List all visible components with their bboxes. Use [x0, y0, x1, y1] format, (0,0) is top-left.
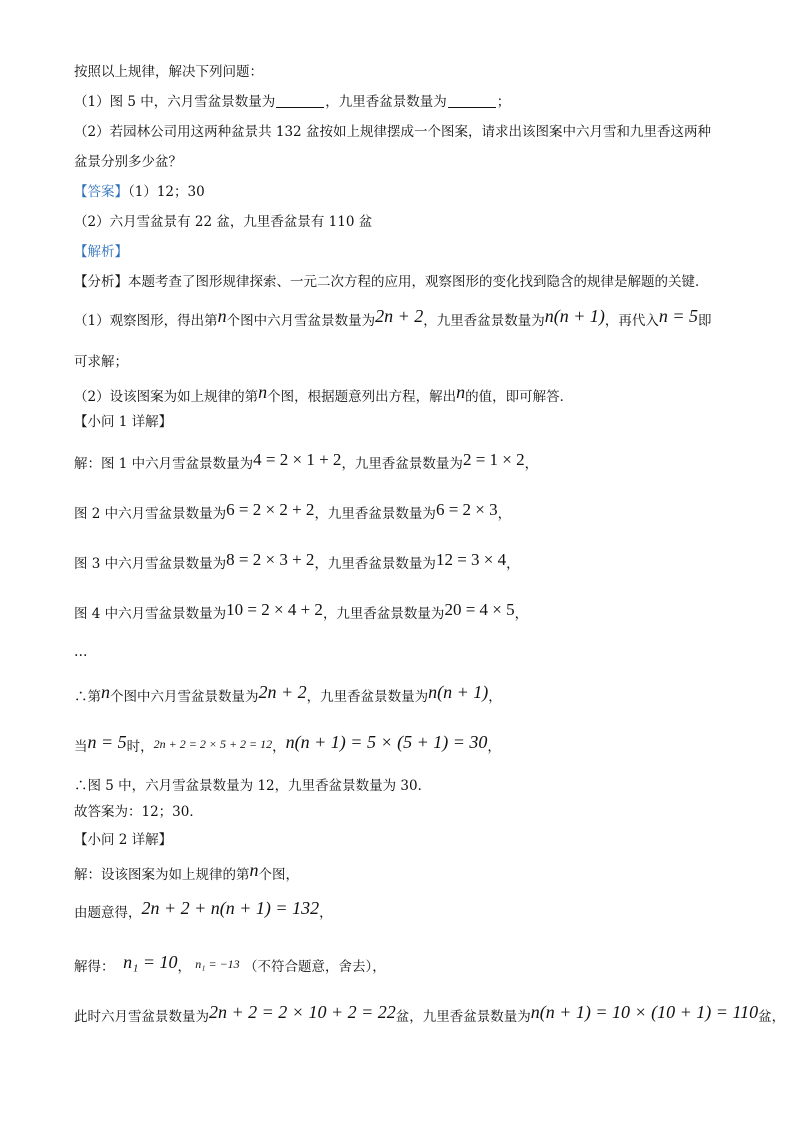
analysis-label	[74, 242, 752, 262]
row-text: ，九里香盆景数量为	[314, 506, 436, 522]
xiao2-label: 【小问 2 详解】	[74, 832, 173, 848]
therefore-text: 个图中六月雪盆景数量为	[110, 689, 259, 705]
xiao1-label: 【小问 1 详解】	[74, 414, 173, 430]
row-text: 图 4 中六月雪盆景数量为	[74, 606, 227, 622]
ellipsis: …	[74, 644, 88, 660]
obs2-text-2: 个图，根据题意列出方程，解出	[267, 389, 457, 405]
step2-text: （不符合题意，舍去），	[243, 959, 386, 975]
answer-blank-1	[276, 93, 324, 108]
when-text: 当	[74, 739, 88, 755]
step2-text: 个图，	[258, 867, 299, 883]
row-text: 图 3 中六月雪盆景数量为	[74, 556, 227, 572]
q1-text-c: ；	[496, 94, 511, 110]
math-expr: 20 = 4 × 5	[444, 600, 515, 619]
row-text: 图 2 中六月雪盆景数量为	[74, 506, 227, 522]
step2-line-3	[74, 952, 752, 977]
math-expr: 6 = 2 × 2 + 2	[226, 500, 315, 519]
q1-text-a: （1）图 5 中，六月雪盆景数量为	[74, 94, 276, 110]
derivation-row	[74, 550, 752, 574]
intro-text: 按照以上规律，解决下列问题：	[74, 64, 263, 80]
math-expr: 4 = 2 × 1 + 2	[253, 450, 342, 469]
math-n: n	[258, 382, 268, 402]
therefore-text: ∴第	[74, 689, 101, 705]
math-expr: n(n + 1)	[428, 682, 489, 702]
step2-line-2	[74, 898, 752, 923]
therefore-text: ，九里香盆景数量为	[306, 689, 429, 705]
conclusion-1: ∴图 5 中，六月雪盆景数量为 12，九里香盆景数量为 30．	[74, 778, 432, 794]
math-n: n	[456, 382, 466, 402]
answer-label: 【答案】	[74, 184, 128, 200]
obs1-text-5: 即	[698, 313, 712, 329]
math-expr: 10 = 2 × 4 + 2	[226, 600, 323, 619]
row-text: 解：图 1 中六月雪盆景数量为	[74, 456, 254, 472]
math-expr: 6 = 2 × 3	[435, 500, 498, 519]
row-text: ，九里香盆景数量为	[314, 556, 436, 572]
derivation-row	[74, 500, 752, 524]
math-expr: n(n + 1)	[544, 306, 605, 326]
answer-line-1	[74, 182, 752, 202]
row-text: ，	[514, 606, 529, 622]
math-expr: 2n + 2 + n(n + 1) = 132	[141, 898, 320, 918]
math-expr: n₁ = −13	[195, 957, 240, 971]
derivation-row	[74, 600, 752, 624]
when-line	[74, 732, 752, 757]
obs1-text-1: （1）观察图形，得出第	[74, 313, 218, 329]
question-2-line-2: 盆景分别多少盆？	[74, 154, 182, 170]
when-text: 时，	[126, 739, 154, 755]
math-expr: 2n + 2	[375, 306, 424, 326]
step2-text: 解得：	[74, 959, 115, 975]
obs1-text-4: ，再代入	[604, 313, 659, 329]
step2-text: 解：设该图案为如上规律的第	[74, 867, 250, 883]
therefore-line	[74, 682, 752, 707]
math-expr: n(n + 1) = 10 × (10 + 1) = 110	[530, 1002, 759, 1022]
question-2-line-1: （2）若园林公司用这两种盆景共 132 盆按如上规律摆成一个图案，请求出该图案中六月雪和九里香这两种	[74, 124, 711, 140]
answer-line-2: （2）六月雪盆景有 22 盆，九里香盆景有 110 盆	[74, 214, 373, 230]
math-expr: n = 5	[87, 732, 127, 752]
observation-1	[74, 306, 752, 331]
step2-text: 盆，	[758, 1009, 786, 1025]
answer-1: （1）12；30	[128, 184, 205, 200]
math-expr: 2 = 1 × 2	[462, 450, 525, 469]
answer-blank-2	[448, 93, 496, 108]
step2-text: ，	[319, 905, 333, 921]
math-expr: 2n + 2 = 2 × 5 + 2 = 12	[153, 737, 273, 751]
step2-line-1	[74, 860, 752, 885]
math-expr: 2n + 2	[258, 682, 307, 702]
step2-text: ，	[177, 959, 191, 975]
obs1-text-3: ，九里香盆景数量为	[423, 313, 545, 329]
math-n: n	[249, 860, 259, 880]
math-expr: n = 5	[658, 306, 699, 326]
observation-2	[74, 382, 752, 407]
row-text: ，	[506, 556, 520, 572]
when-text: ，	[487, 739, 501, 755]
row-text: ，	[497, 506, 512, 522]
obs2-text-1: （2）设该图案为如上规律的第	[74, 389, 259, 405]
row-text: ，九里香盆景数量为	[322, 606, 445, 622]
when-text: ，	[272, 739, 286, 755]
fenxi-text: 【分析】本题考查了图形规律探索、一元二次方程的应用，观察图形的变化找到隐含的规律是解题的关键．	[74, 274, 709, 290]
math-expr: 12 = 3 × 4	[435, 550, 507, 569]
question-1	[74, 92, 752, 112]
obs1-text-2: 个图中六月雪盆景数量为	[226, 313, 376, 329]
row-text: ，	[524, 456, 539, 472]
observation-1-cont: 可求解；	[74, 354, 128, 370]
answer-is: 故答案为：12；30．	[74, 804, 203, 820]
therefore-text: ，	[488, 689, 502, 705]
step2-text: 由题意得，	[74, 905, 142, 921]
row-text: ，九里香盆景数量为	[341, 456, 463, 472]
obs2-text-3: 的值，即可解答．	[465, 389, 574, 405]
derivation-row	[74, 450, 752, 474]
math-expr: 2n + 2 = 2 × 10 + 2 = 22	[209, 1002, 396, 1022]
step2-line-4	[74, 1002, 786, 1027]
q1-text-b: ，九里香盆景数量为	[325, 94, 447, 110]
step2-text: 此时六月雪盆景数量为	[74, 1009, 209, 1025]
analysis-tag: 【解析】	[74, 244, 128, 260]
step2-text: 盆，九里香盆景数量为	[395, 1009, 531, 1025]
math-expr: n₁ = 10	[123, 952, 178, 972]
math-n: n	[101, 682, 110, 702]
math-expr: 8 = 2 × 3 + 2	[226, 550, 315, 569]
math-expr: n(n + 1) = 5 × (5 + 1) = 30	[285, 732, 488, 752]
math-n: n	[217, 306, 227, 326]
